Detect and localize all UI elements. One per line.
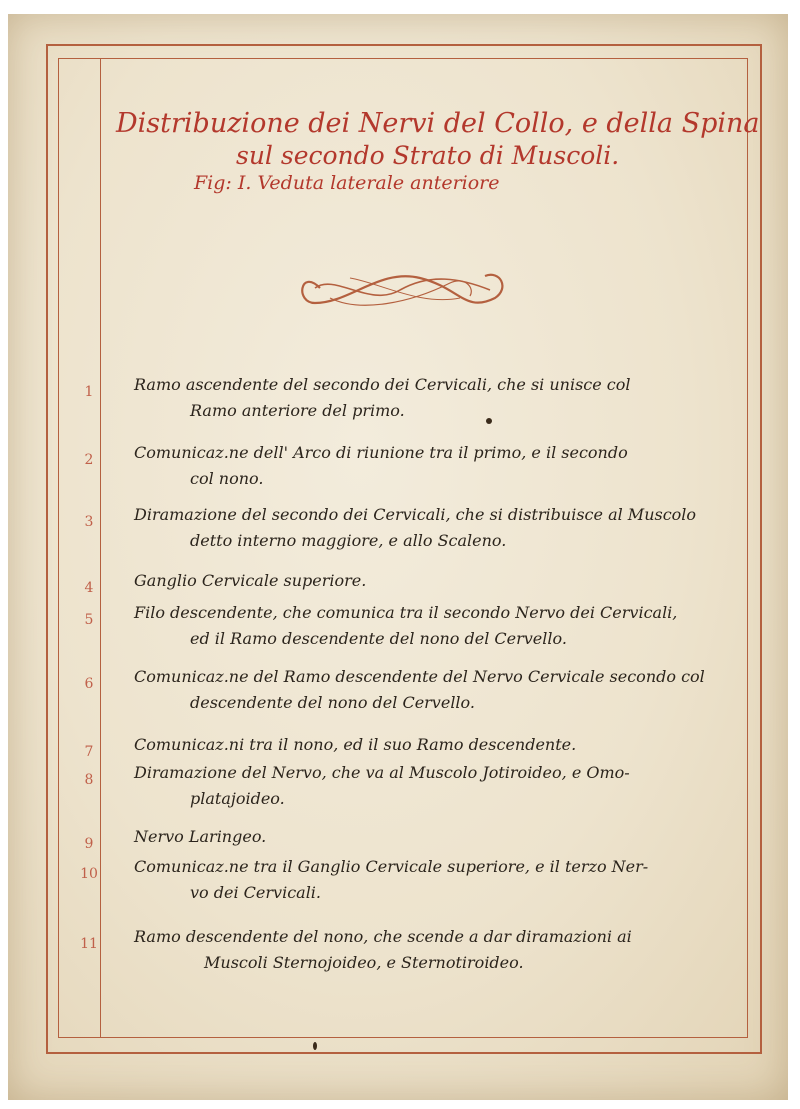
entry-number: 8	[84, 772, 94, 788]
entry-line: Comunicaz.ne dell' Arco di riunione tra il primo, e il secondo	[134, 443, 628, 462]
entry-number: 4	[84, 580, 94, 596]
entry-number: 5	[84, 612, 94, 628]
entry-number: 6	[84, 676, 94, 692]
calligraphic-flourish	[290, 258, 510, 318]
entry-number: 11	[80, 936, 98, 952]
title-line-1: Distribuzione dei Nervi del Collo, e della Spina	[116, 108, 760, 139]
margin-rule	[100, 58, 101, 1038]
entry-number: 2	[84, 452, 94, 468]
entry-line: descendente del nono del Cervello.	[190, 693, 475, 712]
entry-line: Diramazione del Nervo, che va al Muscolo Jotiroideo, e Omo-	[134, 763, 630, 782]
entry-line: Comunicaz.ni tra il nono, ed il suo Ramo descendente.	[134, 735, 577, 754]
ink-blot	[313, 1042, 317, 1050]
entry-line: Muscoli Sternojoideo, e Sternotiroideo.	[204, 953, 524, 972]
entry-line: platajoideo.	[190, 789, 285, 808]
entry-line: Ramo descendente del nono, che scende a dar diramazioni ai	[134, 927, 632, 946]
entry-line: Filo descendente, che comunica tra il secondo Nervo dei Cervicali,	[134, 603, 678, 622]
entry-line: Diramazione del secondo dei Cervicali, che si distribuisce al Muscolo	[134, 505, 697, 524]
entry-line: col nono.	[190, 469, 264, 488]
entry-number: 10	[80, 866, 98, 882]
entry-line: Ramo anteriore del primo.	[190, 401, 405, 420]
entry-line: Ganglio Cervicale superiore.	[134, 571, 367, 590]
entry-line: vo dei Cervicali.	[190, 883, 322, 902]
title-line-3: Fig: I. Veduta laterale anteriore	[194, 172, 500, 194]
entry-number: 9	[84, 836, 94, 852]
entry-line: Comunicaz.ne tra il Ganglio Cervicale superiore, e il terzo Ner-	[134, 857, 649, 876]
title-line-2: sul secondo Strato di Muscoli.	[236, 141, 620, 170]
entry-number: 1	[84, 384, 94, 400]
entry-number: 7	[84, 744, 94, 760]
page-title	[110, 108, 760, 194]
entry-line: Ramo ascendente del secondo dei Cervicali, che si unisce col	[134, 375, 631, 394]
entry-line: Comunicaz.ne del Ramo descendente del Nervo Cervicale secondo col	[134, 667, 705, 686]
entry-line: detto interno maggiore, e allo Scaleno.	[190, 531, 507, 550]
entry-number: 3	[84, 514, 94, 530]
entry-line: Nervo Laringeo.	[134, 827, 267, 846]
entry-line: ed il Ramo descendente del nono del Cervello.	[190, 629, 567, 648]
